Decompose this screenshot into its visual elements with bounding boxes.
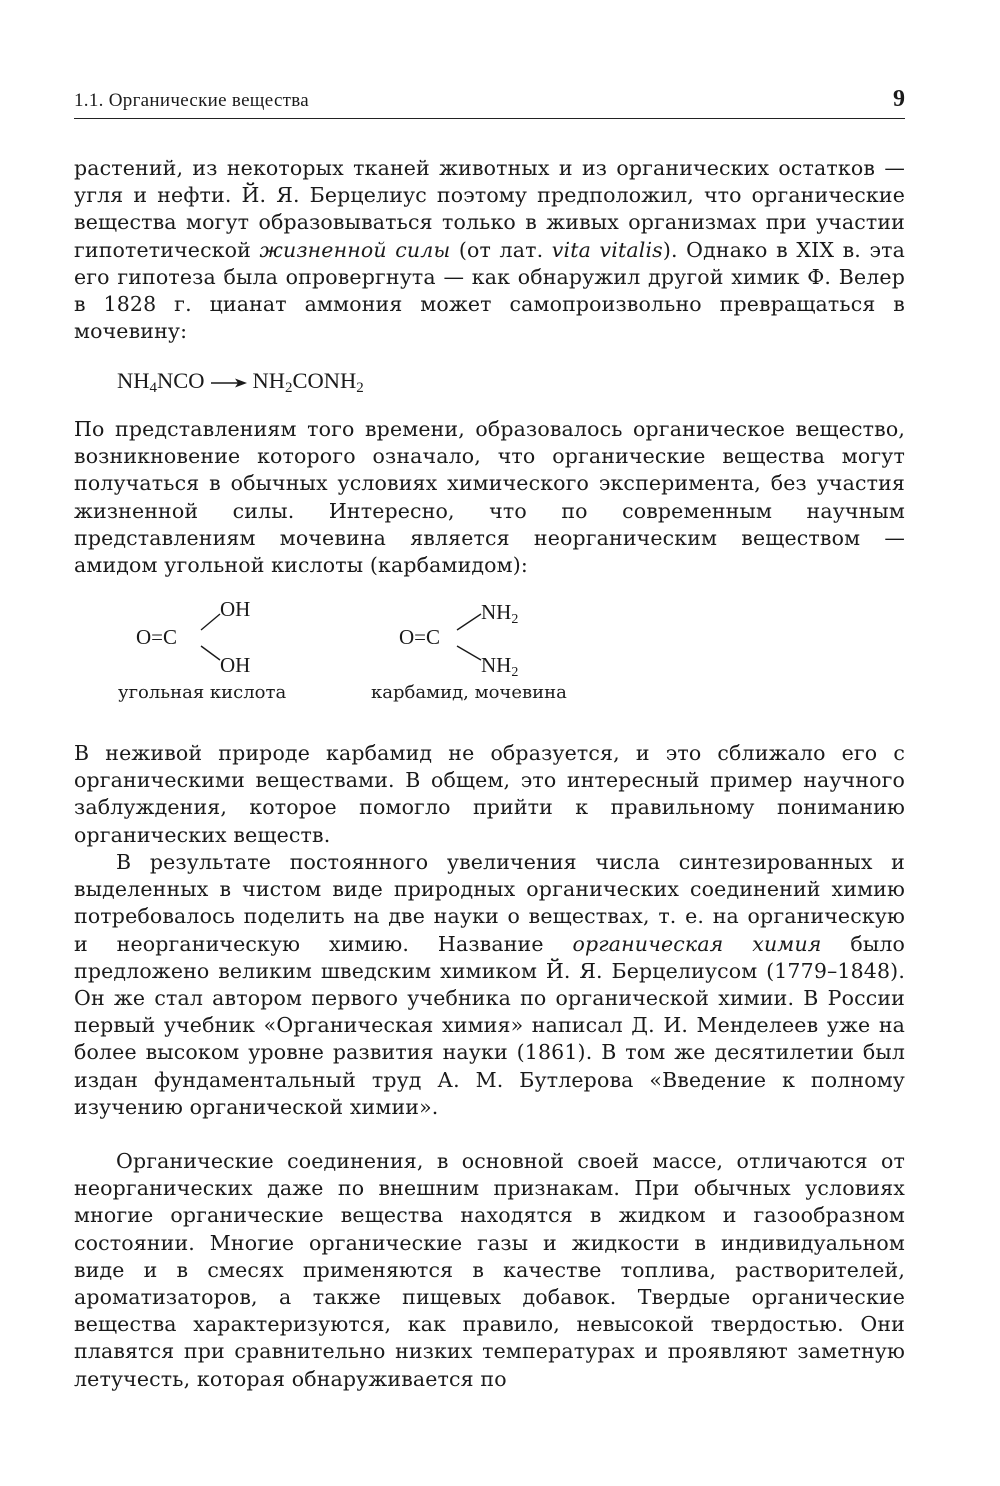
carbonic-acid-top-group: OH bbox=[220, 597, 251, 621]
carbonic-acid-structure bbox=[118, 596, 336, 716]
page-header bbox=[74, 86, 905, 119]
paragraph-4-text-a: В результате постоянного увеличения числа синтезированных и выделенных в чистом виде природных органических соединений химию потребовалось поделить на две науки о веществах, т. е. на органическую и неорганическую химию. Название bbox=[74, 850, 905, 956]
paragraph-1-italic-vital-force: жизненной силы bbox=[259, 237, 451, 262]
urea-caption: карбамид, мочевина bbox=[371, 682, 567, 703]
urea-bottom-group: $NH_2$ bbox=[481, 653, 519, 680]
paragraph-5 bbox=[74, 1148, 905, 1393]
product-formula: $NH_2CONH_2$ bbox=[252, 368, 364, 397]
paragraph-3 bbox=[74, 740, 905, 849]
paragraph-1-italic-latin: vita vitalis bbox=[551, 237, 663, 262]
carbonic-acid-caption: угольная кислота bbox=[118, 682, 287, 703]
paragraph-4 bbox=[74, 849, 905, 1121]
running-title: 1.1. Органические вещества bbox=[74, 90, 310, 111]
carbonic-acid-bottom-group: OH bbox=[220, 653, 251, 677]
paragraph-5-text: Органические соединения, в основной своей массе, отличаются от неорганических даже по внешним признакам. При обычных условиях многие органические вещества находятся в жидком и газообразном состоянии. Многие органические газы и жидкости в индивидуальном виде и в смесях применяются в качестве топлива, растворителей, ароматизаторов, а также пищевых добавок. Твердые органические вещества характеризуются, как правило, невысокой твердостью. Они плавятся при сравнительно низких температурах и проявляют заметную летучесть, которая обнаруживается по bbox=[74, 1149, 905, 1391]
paragraph-2-text: По представлениям того времени, образовалось органическое вещество, возникновение которого означало, что органические вещества могут получаться в обычных условиях химического эксперимента, без участия жизненной силы. Интересно, что по современным научным представлениям мочевина является неорганическим веществом — амидом угольной кислоты (карбамидом): bbox=[74, 417, 905, 578]
paragraph-1-text-a: растений, из некоторых тканей животных и из органических остатков — угля и нефти. Й. Я. Берцелиус поэтому предположил, что органические вещества могут образовываться только в живых организмах при участии гипотетической bbox=[74, 156, 905, 262]
carbonic-acid-carbonyl: O=C bbox=[136, 625, 178, 649]
paragraph-2 bbox=[74, 416, 905, 579]
paragraph-1 bbox=[74, 155, 905, 345]
paragraph-4-text-b: было предложено великим шведским химиком Й. Я. Берцелиусом (1779–1848). Он же стал автором первого учебника по органической химии. В России первый учебник «Органическая химия» написал Д. И. Менделеев уже на более высоком уровне развития науки (1861). В том же десятилетии был издан фундаментальный труд А. М. Бутлерова «Введение к полному изучению органической химии». bbox=[74, 931, 905, 1119]
urea-top-group: $NH_2$ bbox=[481, 600, 519, 627]
paragraph-1-text-b: (от лат. bbox=[450, 237, 552, 262]
reaction-arrow-icon bbox=[211, 368, 247, 394]
paragraph-1-text-c: ). Однако в XIX в. эта его гипотеза была опровергнута — как обнаружил другой химик Ф. Велер в 1828 г. цианат аммония может самопроизвольно превращаться в мочевину: bbox=[74, 237, 905, 344]
page-number: 9 bbox=[893, 86, 905, 112]
urea-carbonyl: O=C bbox=[399, 625, 441, 649]
reactant-formula: $NH_4NCO$ bbox=[117, 368, 205, 397]
urea-structure bbox=[371, 596, 615, 716]
paragraph-3-text: В неживой природе карбамид не образуется, и это сближало его с органическими веществами. В общем, это интересный пример научного заблуждения, которое помогло прийти к правильному пониманию органических веществ. bbox=[74, 741, 905, 847]
paragraph-4-italic-term: органическая химия bbox=[572, 931, 822, 956]
reaction-equation bbox=[117, 368, 364, 398]
